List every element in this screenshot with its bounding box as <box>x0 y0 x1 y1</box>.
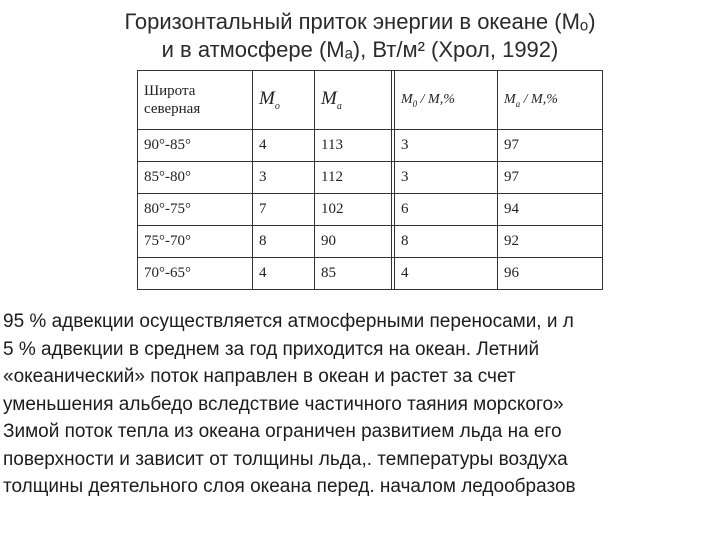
header-mo <box>253 71 315 130</box>
table-row <box>138 130 603 162</box>
header-mo-symbol: M <box>259 88 275 110</box>
cell-ratio-ocean: 3 <box>395 130 498 162</box>
header-mo-sub: o <box>274 100 280 112</box>
header-ratio-atm-symbol: M <box>504 92 516 108</box>
body-line: Зимой поток тепла из океана ограничен развитием льда на его <box>3 421 562 442</box>
slide-title <box>0 8 720 64</box>
header-ma <box>315 71 392 130</box>
body-line: 95 % адвекции осуществляется атмосферными переносами, и л <box>3 311 574 332</box>
cell-ratio-atmosphere: 97 <box>498 162 603 194</box>
body-line: 5 % адвекции в среднем за год приходится на океан. Летний <box>3 338 540 360</box>
cell-latitude: 85°-80° <box>138 162 253 194</box>
cell-ma: 85 <box>315 258 392 290</box>
cell-ratio-ocean: 3 <box>395 162 498 194</box>
cell-mo: 4 <box>253 258 315 290</box>
table-row <box>138 162 603 194</box>
cell-ratio-atmosphere: 94 <box>498 194 603 226</box>
header-ratio-ocean-symbol: M <box>401 92 413 108</box>
title-line-1: Горизонтальный приток энергии в океане (Mₒ) <box>124 9 596 34</box>
cell-ma: 113 <box>315 130 392 162</box>
cell-ma: 90 <box>315 226 392 258</box>
cell-ma: 102 <box>315 194 392 226</box>
body-line: уменьшения альбедо вследствие частичного таяния морского» <box>3 393 564 415</box>
energy-table <box>137 70 603 290</box>
body-line: толщины деятельного слоя океана перед. началом ледообразов <box>3 476 576 497</box>
header-ma-sub: a <box>336 100 342 112</box>
table-header-row <box>138 71 603 130</box>
cell-mo: 4 <box>253 130 315 162</box>
header-latitude <box>138 71 253 130</box>
cell-ratio-ocean: 4 <box>395 258 498 290</box>
cell-mo: 3 <box>253 162 315 194</box>
cell-latitude: 70°-65° <box>138 258 253 290</box>
header-ratio-atm-sub: a <box>515 98 521 109</box>
body-paragraph <box>3 308 720 501</box>
cell-ratio-atmosphere: 97 <box>498 130 603 162</box>
cell-ratio-atmosphere: 96 <box>498 258 603 290</box>
cell-ma: 112 <box>315 162 392 194</box>
cell-ratio-ocean: 6 <box>395 194 498 226</box>
cell-mo: 8 <box>253 226 315 258</box>
header-ma-symbol: M <box>321 88 337 110</box>
cell-ratio-atmosphere: 92 <box>498 226 603 258</box>
cell-mo: 7 <box>253 194 315 226</box>
header-ratio-ocean-sub: 0 <box>412 98 418 109</box>
cell-latitude: 80°-75° <box>138 194 253 226</box>
header-ratio-atm-rest: / M,% <box>520 92 558 108</box>
table-row <box>138 226 603 258</box>
cell-latitude: 90°-85° <box>138 130 253 162</box>
header-ratio-ocean <box>395 71 498 130</box>
table-row <box>138 194 603 226</box>
header-latitude-line1: Широта <box>144 83 196 99</box>
cell-latitude: 75°-70° <box>138 226 253 258</box>
cell-ratio-ocean: 8 <box>395 226 498 258</box>
body-line: поверхности и зависит от толщины льда,. температуры воздуха <box>3 448 568 470</box>
header-ratio-ocean-rest: / M,% <box>417 92 455 108</box>
table-row <box>138 258 603 290</box>
header-latitude-line2: северная <box>144 101 201 117</box>
header-ratio-atmosphere <box>498 71 603 130</box>
title-line-2: и в атмосфере (Mₐ), Вт/м² (Хрол, 1992) <box>161 37 559 62</box>
body-line: «океанический» поток направлен в океан и растет за счет <box>3 366 516 387</box>
